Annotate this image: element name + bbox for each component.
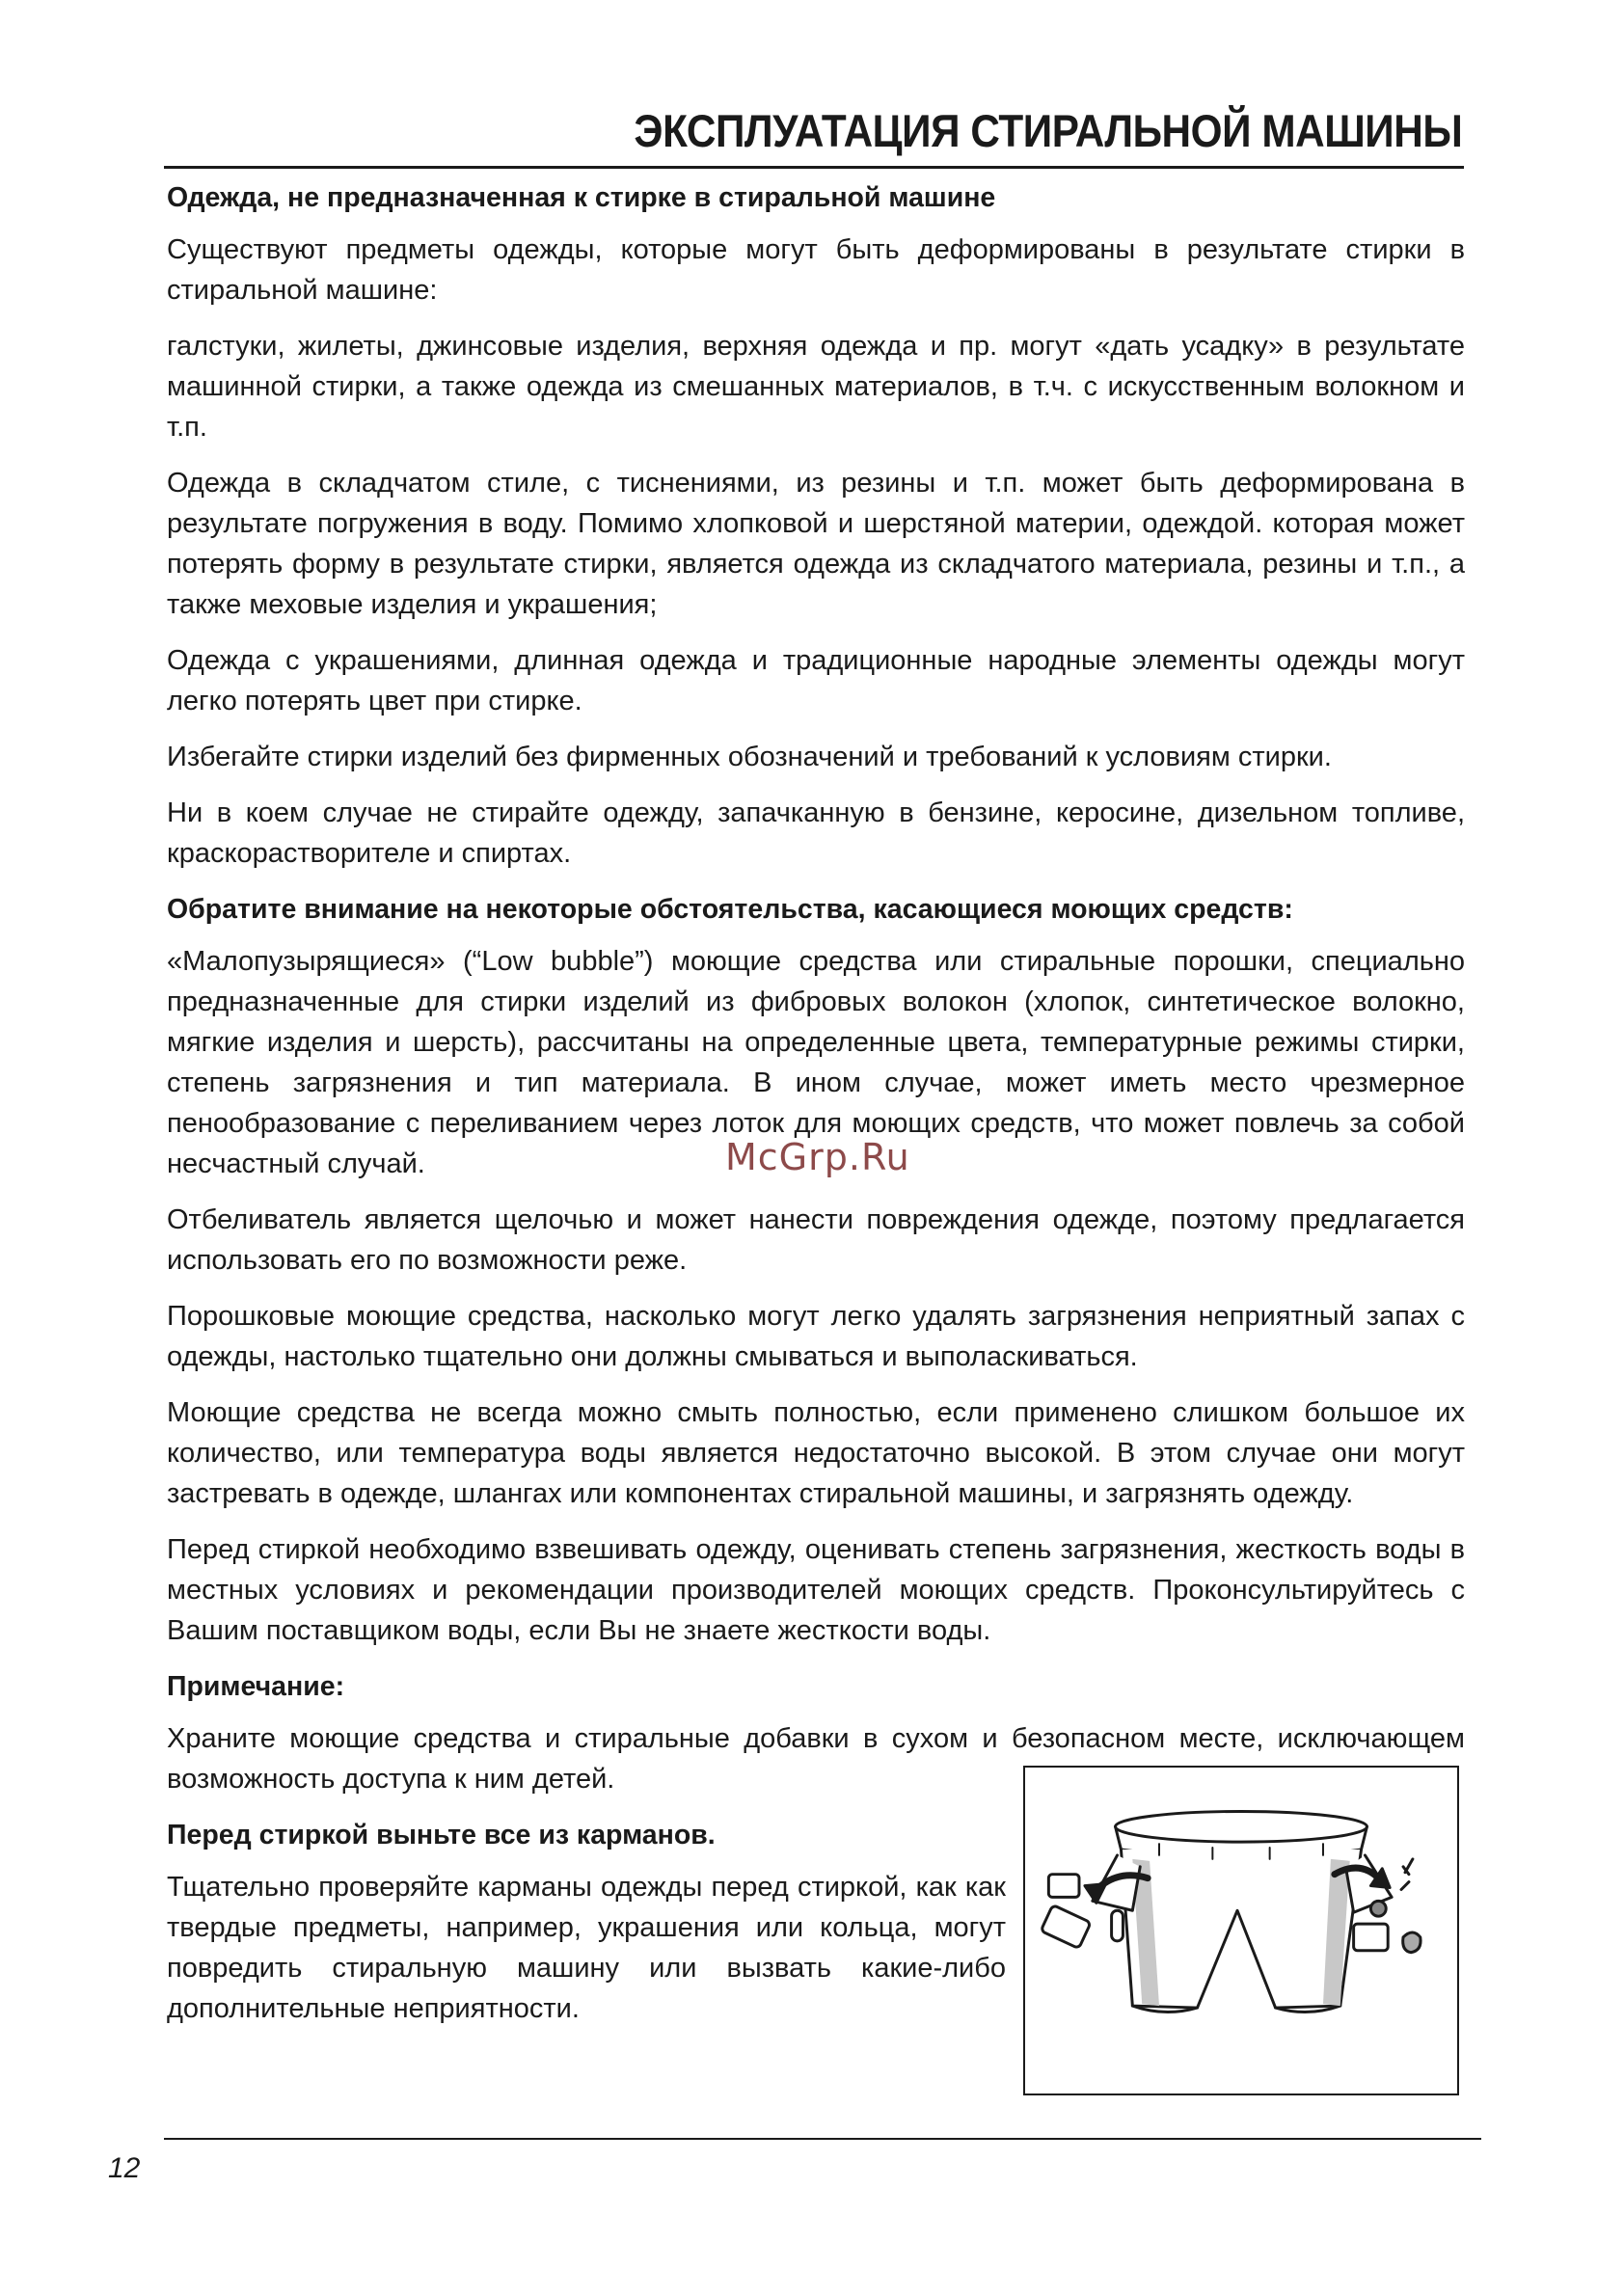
paragraph: Перед стиркой необходимо взвешивать одежду, оценивать степень загрязнения, жесткость воды в местных условиях и рекомендации производителей моющих средств. Проконсультируйтесь с Вашим поставщиком воды, если Вы не знаете жесткости воды.	[167, 1534, 1465, 1646]
pockets-illustration	[1023, 1766, 1459, 2095]
title-divider	[164, 166, 1464, 169]
section-heading: Одежда, не предназначенная к стирке в стиральной машине	[167, 182, 996, 213]
section-heading: Перед стиркой выньте все из карманов.	[167, 1820, 716, 1850]
paragraph: Ни в коем случае не стирайте одежду, запачканную в бензине, керосине, дизельном топливе, краскорастворителе и спиртах.	[167, 797, 1465, 869]
document-body	[167, 177, 1465, 2044]
paragraph: Существуют предметы одежды, которые могут быть деформированы в результате стирки в стиральной машине:	[167, 234, 1465, 306]
paragraph: Отбеливатель является щелочью и может нанести повреждения одежде, поэтому предлагается использовать его по возможности реже.	[167, 1204, 1465, 1276]
paragraph: «Малопузырящиеся» (“Low bubble”) моющие средства или стиральные порошки, специально предназначенные для стирки изделий из фибровых волокон (хлопок, синтетическое волокно, мягкие изделия и шерсть), рассчитаны на определенные цвета, температурные режимы стирки, степень загрязнения и тип материала. В ином случае, может иметь место чрезмерное пенообразование с переливанием через лоток для моющих средств, что может повлечь за собой несчастный случай.	[167, 946, 1465, 1179]
paragraph: Порошковые моющие средства, насколько могут легко удалять загрязнения неприятный запах с одежды, настолько тщательно они должны смываться и выполаскиваться.	[167, 1301, 1465, 1372]
section-heading: Примечание:	[167, 1671, 345, 1702]
paragraph: Тщательно проверяйте карманы одежды перед стиркой, как как твердые предметы, например, украшения или кольца, могут повредить стиральную машину или вызвать какие-либо дополнительные неприятности.	[167, 1872, 1006, 2024]
watermark: McGrp.Ru	[725, 1136, 910, 1178]
footer-divider	[164, 2138, 1481, 2140]
trousers-pockets-illustration-icon	[1025, 1768, 1457, 2093]
paragraph: Одежда с украшениями, длинная одежда и традиционные народные элементы одежды могут легко потерять цвет при стирке.	[167, 645, 1465, 716]
paragraph: Храните моющие средства и стиральные добавки в сухом и безопасном месте, исключающем возможность доступа к ним детей.	[167, 1723, 1465, 1795]
paragraph: Одежда в складчатом стиле, с тиснениями, из резины и т.п. может быть деформирована в результате погружения в воду. Помимо хлопковой и шерстяной материи, одеждой. которая может потерять форму в результате стирки, является одежда из складчатого материала, резины и т.п., а также меховые изделия и украшения;	[167, 468, 1465, 620]
paragraph: Избегайте стирки изделий без фирменных обозначений и требований к условиям стирки.	[167, 742, 1332, 772]
page-number: 12	[108, 2152, 141, 2184]
page-title: ЭКСПЛУАТАЦИЯ СТИРАЛЬНОЙ МАШИНЫ	[634, 105, 1462, 156]
paragraph: галстуки, жилеты, джинсовые изделия, верхняя одежда и пр. могут «дать усадку» в результате машинной стирки, а также одежда из смешанных материалов, в т.ч. с искусственным волокном и т.п.	[167, 331, 1465, 443]
section-heading: Обратите внимание на некоторые обстоятельства, касающиеся моющих средств:	[167, 894, 1293, 925]
paragraph: Моющие средства не всегда можно смыть полностью, если применено слишком большое их количество, или температура воды является недостаточно высокой. В этом случае они могут застревать в одежде, шлангах или компонентах стиральной машины, и загрязнять одежду.	[167, 1397, 1465, 1509]
